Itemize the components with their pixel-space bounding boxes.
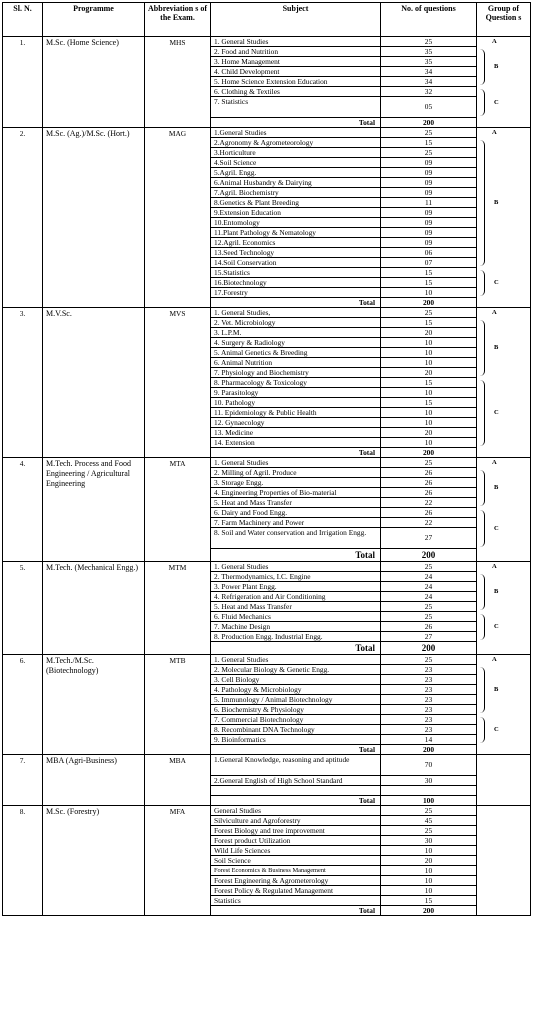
group-column	[477, 128, 531, 308]
subject-item: Statistics	[211, 896, 380, 906]
group-label: C	[494, 409, 499, 416]
total-value: 200	[421, 550, 436, 560]
total-value: 200	[421, 643, 436, 653]
group-column	[477, 458, 531, 562]
programme-row	[3, 128, 531, 308]
subject-item: Forest Policy & Regulated Management	[211, 886, 380, 896]
subject-item: 2. Milling of Agril. Produce	[211, 468, 380, 478]
subject-item: Forest Economics & Business Management	[211, 866, 380, 876]
subject-item: 8. Soil and Water conservation and Irrigation Engg.	[211, 528, 380, 549]
subject-list	[211, 37, 381, 128]
sl-no: 3.	[3, 308, 43, 458]
question-count: 26	[381, 468, 476, 478]
question-count: 25	[381, 562, 476, 572]
question-count: 10	[381, 866, 476, 876]
subject-item: 1. General Studies	[211, 562, 380, 572]
subject-item: 1. General Studies	[211, 655, 380, 665]
subject-item: 3. L.P.M.	[211, 328, 380, 338]
sl-no: 1.	[3, 37, 43, 128]
group-label: C	[494, 279, 499, 286]
subject-item: 1. General Studies,	[211, 308, 380, 318]
question-count: 06	[381, 248, 476, 258]
subject-item: 6. Clothing & Textiles	[211, 87, 380, 97]
group-column	[477, 755, 531, 806]
question-count: 10	[381, 348, 476, 358]
question-count: 22	[381, 498, 476, 508]
programme-name: M.Sc. (Home Science)	[43, 37, 145, 128]
document-page	[2, 2, 530, 916]
subject-item: 1. General Studies	[211, 37, 380, 47]
subject-item: Forest product Utilization	[211, 836, 380, 846]
question-count: 10	[381, 388, 476, 398]
question-count: 10	[381, 418, 476, 428]
question-count: 23	[381, 665, 476, 675]
exam-abbreviation: MVS	[145, 308, 211, 458]
group-column	[477, 308, 531, 458]
subject-item: 9. Parasitology	[211, 388, 380, 398]
question-count: 10	[381, 358, 476, 368]
total-label: Total	[358, 745, 375, 754]
question-count: 15	[381, 318, 476, 328]
question-count: 15	[381, 398, 476, 408]
blank-line	[381, 786, 476, 796]
subject-item: Soil Science	[211, 856, 380, 866]
subject-item: 5. Home Science Extension Education	[211, 77, 380, 87]
subject-item: 8.Genetics & Plant Breeding	[211, 198, 380, 208]
programme-name: M.Sc. (Forestry)	[43, 806, 145, 916]
subject-item: 2.General English of High School Standard	[211, 776, 380, 786]
programme-row	[3, 755, 531, 806]
subject-item: 3. Power Plant Engg.	[211, 582, 380, 592]
question-count: 34	[381, 77, 476, 87]
subject-item: 5.Agril. Engg.	[211, 168, 380, 178]
group-label: A	[492, 309, 497, 316]
question-count: 70	[381, 755, 476, 776]
question-count: 09	[381, 238, 476, 248]
group-label: B	[494, 686, 499, 693]
programme-name: MBA (Agri-Business)	[43, 755, 145, 806]
group-brace	[479, 49, 485, 85]
group-brace	[479, 380, 485, 446]
question-count: 26	[381, 488, 476, 498]
subject-list	[211, 458, 381, 562]
question-count: 10	[381, 438, 476, 448]
subject-list	[211, 755, 381, 806]
question-count-list	[381, 37, 477, 128]
question-count: 15	[381, 268, 476, 278]
sl-no: 4.	[3, 458, 43, 562]
header-abbreviation: Abbreviation s of the Exam.	[145, 3, 211, 37]
subject-item: 16.Biotechnology	[211, 278, 380, 288]
subject-item: 12.Agril. Economics	[211, 238, 380, 248]
subject-item: Forest Biology and tree improvement	[211, 826, 380, 836]
question-count: 27	[381, 632, 476, 642]
subject-item: Forest Engineering & Agrometerology	[211, 876, 380, 886]
total-value: 200	[422, 745, 435, 754]
question-count: 09	[381, 188, 476, 198]
subject-item: 13.Seed Technology	[211, 248, 380, 258]
group-brace	[479, 717, 485, 743]
subject-item: Wild Life Sciences	[211, 846, 380, 856]
subject-item: 8. Pharmacology & Toxicology	[211, 378, 380, 388]
subject-list	[211, 655, 381, 755]
question-count: 20	[381, 856, 476, 866]
question-count-list	[381, 755, 477, 806]
subject-list	[211, 562, 381, 655]
question-count: 10	[381, 876, 476, 886]
question-count: 27	[381, 528, 476, 549]
question-count: 26	[381, 508, 476, 518]
subject-item: 11. Epidemiology & Public Health	[211, 408, 380, 418]
total-value: 200	[422, 118, 435, 127]
question-count: 25	[381, 148, 476, 158]
question-count: 25	[381, 612, 476, 622]
group-label: B	[494, 63, 499, 70]
subject-item: 11.Plant Pathology & Nematology	[211, 228, 380, 238]
question-count: 09	[381, 158, 476, 168]
programme-row	[3, 806, 531, 916]
subject-item: 4. Engineering Properties of Bio-material	[211, 488, 380, 498]
exam-abbreviation: MTB	[145, 655, 211, 755]
subject-item: 4.Soil Science	[211, 158, 380, 168]
subject-item: 7. Machine Design	[211, 622, 380, 632]
subject-item: 6. Animal Nutrition	[211, 358, 380, 368]
subject-item: 5. Immunology / Animal Biotechnology	[211, 695, 380, 705]
subject-item: 10.Entomology	[211, 218, 380, 228]
question-count: 10	[381, 338, 476, 348]
total-value: 100	[422, 796, 435, 805]
group-label: B	[494, 588, 499, 595]
subject-item: 3. Storage Engg.	[211, 478, 380, 488]
group-label: C	[494, 623, 499, 630]
subject-item: 3.Horticulture	[211, 148, 380, 158]
question-count: 15	[381, 896, 476, 906]
sl-no: 8.	[3, 806, 43, 916]
question-count-list	[381, 128, 477, 308]
question-count: 10	[381, 846, 476, 856]
question-count-list	[381, 655, 477, 755]
sl-no: 6.	[3, 655, 43, 755]
group-column	[477, 806, 531, 916]
question-count: 35	[381, 57, 476, 67]
question-count: 09	[381, 178, 476, 188]
question-count: 09	[381, 218, 476, 228]
programme-row	[3, 37, 531, 128]
question-count-list	[381, 806, 477, 916]
subject-item: 10. Pathology	[211, 398, 380, 408]
programme-row	[3, 655, 531, 755]
subject-item: 2. Food and Nutrition	[211, 47, 380, 57]
group-brace	[479, 320, 485, 376]
question-count: 25	[381, 806, 476, 816]
group-brace	[479, 470, 485, 506]
header-row	[3, 3, 531, 37]
group-label: C	[494, 98, 499, 106]
question-count: 32	[381, 87, 476, 97]
question-count: 23	[381, 685, 476, 695]
question-count: 23	[381, 705, 476, 715]
subject-item: 14.Soil Conservation	[211, 258, 380, 268]
subject-item: 5. Animal Genetics & Breeding	[211, 348, 380, 358]
total-label: Total	[358, 118, 375, 127]
header-group: Group of Question s	[477, 3, 531, 37]
subject-item: 7. Physiology and Biochemistry	[211, 368, 380, 378]
question-count: 09	[381, 168, 476, 178]
question-count: 10	[381, 408, 476, 418]
header-subject: Subject	[211, 3, 381, 37]
subject-item: Silviculture and Agroforestry	[211, 816, 380, 826]
programme-row	[3, 562, 531, 655]
question-count: 10	[381, 886, 476, 896]
question-count: 11	[381, 198, 476, 208]
exam-abbreviation: MBA	[145, 755, 211, 806]
exam-abbreviation: MFA	[145, 806, 211, 916]
question-count: 23	[381, 675, 476, 685]
total-label: Total	[358, 448, 375, 457]
group-brace	[479, 510, 485, 547]
subject-item: 4. Child Development	[211, 67, 380, 77]
subject-item: 7. Statistics	[211, 97, 380, 118]
question-count: 15	[381, 378, 476, 388]
header-questions: No. of questions	[381, 3, 477, 37]
subject-item: 5. Heat and Mass Transfer	[211, 602, 380, 612]
subject-item: 8. Recombinant DNA Technology	[211, 725, 380, 735]
subject-item: 15.Statistics	[211, 268, 380, 278]
question-count: 25	[381, 128, 476, 138]
group-brace	[479, 140, 485, 266]
subject-item: 9.Extension Education	[211, 208, 380, 218]
exam-abbreviation: MAG	[145, 128, 211, 308]
question-count: 15	[381, 138, 476, 148]
question-count: 23	[381, 715, 476, 725]
total-value: 200	[422, 298, 435, 307]
total-label: Total	[355, 550, 375, 560]
subject-item: 2. Molecular Biology & Genetic Engg.	[211, 665, 380, 675]
group-label: C	[494, 524, 499, 532]
group-label: B	[494, 484, 499, 491]
question-count: 20	[381, 328, 476, 338]
exam-abbreviation: MHS	[145, 37, 211, 128]
question-count: 25	[381, 308, 476, 318]
programme-name: M.V.Sc.	[43, 308, 145, 458]
blank-line	[211, 786, 380, 796]
group-label: A	[492, 563, 497, 570]
question-count: 23	[381, 725, 476, 735]
programme-name: M.Tech. Process and Food Engineering / Agricultural Engineering	[43, 458, 145, 562]
question-count-list	[381, 458, 477, 562]
subject-list	[211, 128, 381, 308]
sl-no: 7.	[3, 755, 43, 806]
group-label: A	[492, 459, 497, 466]
group-brace	[479, 614, 485, 640]
question-count: 30	[381, 776, 476, 786]
subject-item: 6. Biochemistry & Physiology	[211, 705, 380, 715]
group-label: A	[492, 38, 497, 45]
group-column	[477, 37, 531, 128]
question-count: 26	[381, 478, 476, 488]
question-count-list	[381, 308, 477, 458]
exam-abbreviation: MTA	[145, 458, 211, 562]
question-count: 09	[381, 228, 476, 238]
question-count-list	[381, 562, 477, 655]
subject-list	[211, 806, 381, 916]
total-value: 200	[422, 906, 435, 915]
subject-item: 5. Heat and Mass Transfer	[211, 498, 380, 508]
total-label: Total	[358, 906, 375, 915]
subject-item: 6. Fluid Mechanics	[211, 612, 380, 622]
group-column	[477, 655, 531, 755]
subject-item: 1.General Studies	[211, 128, 380, 138]
group-brace	[479, 270, 485, 296]
question-count: 26	[381, 622, 476, 632]
subject-item: 2.Agronomy & Agrometeorology	[211, 138, 380, 148]
subject-item: 8. Production Engg. Industrial Engg.	[211, 632, 380, 642]
subject-item: 17.Forestry	[211, 288, 380, 298]
subject-item: 12. Gynaecology	[211, 418, 380, 428]
exam-pattern-table	[2, 2, 531, 916]
group-brace	[479, 574, 485, 610]
total-label: Total	[355, 643, 375, 653]
programme-row	[3, 458, 531, 562]
question-count: 24	[381, 592, 476, 602]
subject-item: 7. Commercial Biotechnology	[211, 715, 380, 725]
subject-item: 6.Animal Husbandry & Dairying	[211, 178, 380, 188]
question-count: 14	[381, 735, 476, 745]
header-slno: Sl. N.	[3, 3, 43, 37]
question-count: 09	[381, 208, 476, 218]
exam-abbreviation: MTM	[145, 562, 211, 655]
subject-item: 1. General Studies	[211, 458, 380, 468]
subject-item: 2. Vet. Microbiology	[211, 318, 380, 328]
group-label: B	[494, 199, 499, 206]
question-count: 25	[381, 602, 476, 612]
programme-name: M.Tech./M.Sc. (Biotechnology)	[43, 655, 145, 755]
group-brace	[479, 667, 485, 713]
question-count: 20	[381, 368, 476, 378]
subject-item: 3. Home Management	[211, 57, 380, 67]
question-count: 30	[381, 836, 476, 846]
question-count: 05	[381, 97, 476, 118]
programme-row	[3, 308, 531, 458]
subject-item: 6. Dairy and Food Engg.	[211, 508, 380, 518]
question-count: 07	[381, 258, 476, 268]
subject-item: 9. Bioinformatics	[211, 735, 380, 745]
question-count: 24	[381, 582, 476, 592]
question-count: 22	[381, 518, 476, 528]
question-count: 45	[381, 816, 476, 826]
header-programme: Programme	[43, 3, 145, 37]
total-label: Total	[358, 298, 375, 307]
group-label: C	[494, 726, 499, 733]
question-count: 34	[381, 67, 476, 77]
subject-list	[211, 308, 381, 458]
subject-item: 2. Thermodynamics, I.C. Engine	[211, 572, 380, 582]
total-label: Total	[358, 796, 375, 805]
group-label: A	[492, 129, 497, 136]
subject-item: 4. Refrigeration and Air Conditioning	[211, 592, 380, 602]
subject-item: 3. Cell Biology	[211, 675, 380, 685]
group-label: A	[492, 656, 497, 663]
programme-name: M.Sc. (Ag.)/M.Sc. (Hort.)	[43, 128, 145, 308]
question-count: 15	[381, 278, 476, 288]
subject-item: 7. Farm Machinery and Power	[211, 518, 380, 528]
subject-item: 4. Pathology & Microbiology	[211, 685, 380, 695]
sl-no: 2.	[3, 128, 43, 308]
question-count: 25	[381, 826, 476, 836]
question-count: 10	[381, 288, 476, 298]
question-count: 24	[381, 572, 476, 582]
question-count: 25	[381, 458, 476, 468]
group-column	[477, 562, 531, 655]
subject-item: 1.General Knowledge, reasoning and aptitude	[211, 755, 380, 776]
subject-item: 7.Agril. Biochemistry	[211, 188, 380, 198]
programme-name: M.Tech. (Mechanical Engg.)	[43, 562, 145, 655]
subject-item: 14. Extension	[211, 438, 380, 448]
question-count: 25	[381, 37, 476, 47]
subject-item: 13. Medicine	[211, 428, 380, 438]
question-count: 35	[381, 47, 476, 57]
group-brace	[479, 89, 485, 116]
question-count: 20	[381, 428, 476, 438]
group-label: B	[494, 344, 499, 351]
subject-item: 4. Surgery & Radiology	[211, 338, 380, 348]
total-value: 200	[422, 448, 435, 457]
subject-item: General Studies	[211, 806, 380, 816]
question-count: 25	[381, 655, 476, 665]
question-count: 23	[381, 695, 476, 705]
sl-no: 5.	[3, 562, 43, 655]
